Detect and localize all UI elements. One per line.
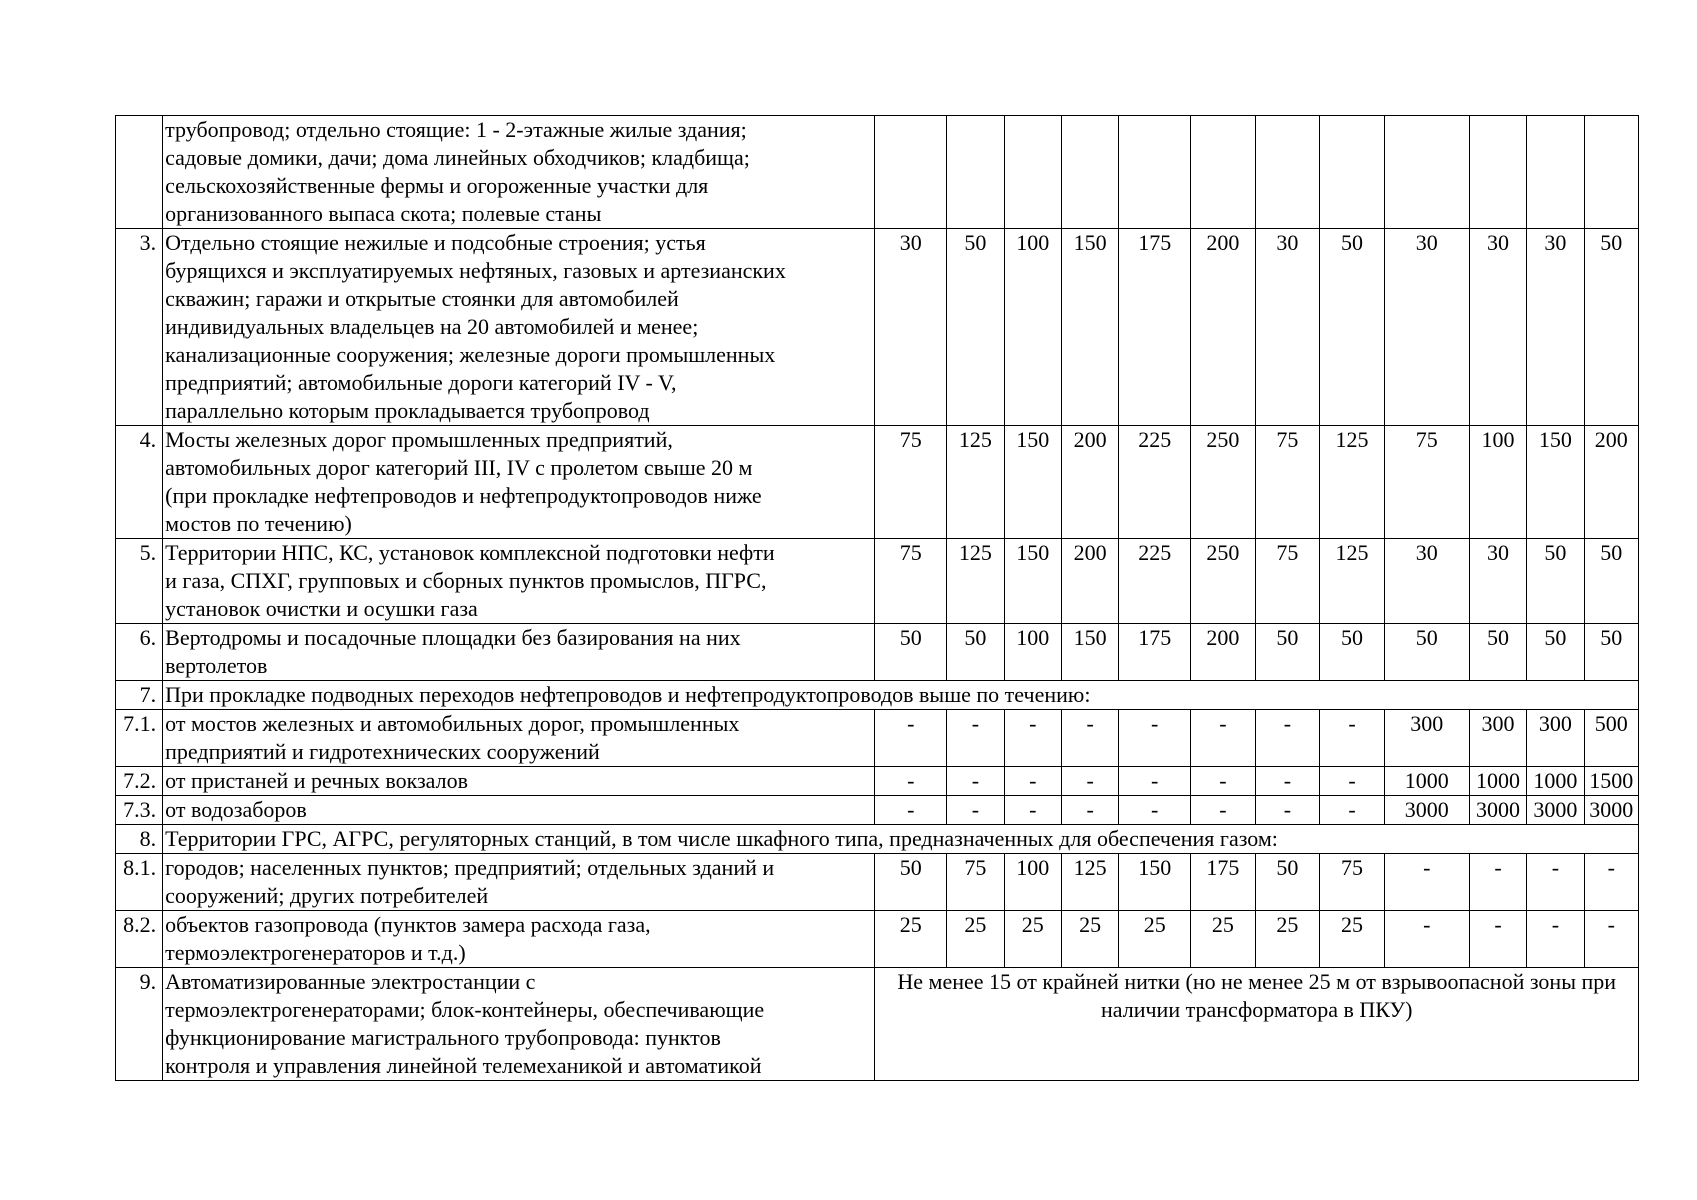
table-row	[116, 539, 1639, 624]
distance-value: 175	[1119, 229, 1191, 426]
distance-value: -	[1191, 796, 1256, 825]
row-number: 7.2.	[116, 767, 163, 796]
table-row	[116, 710, 1639, 767]
object-description	[163, 539, 875, 624]
distance-value: -	[1384, 911, 1469, 968]
distance-value	[875, 116, 947, 229]
description-line: автомобильных дорог категорий III, IV с пролетом свыше 20 м	[165, 455, 753, 480]
distance-value: -	[1320, 710, 1385, 767]
distance-value	[1320, 116, 1385, 229]
section-heading: При прокладке подводных переходов нефтепроводов и нефтепродуктопроводов выше по течению:	[163, 681, 1639, 710]
distance-value: 25	[1061, 911, 1118, 968]
distance-value: 100	[1469, 426, 1526, 539]
table-row	[116, 767, 1639, 796]
distance-value	[1119, 116, 1191, 229]
distance-value: -	[1255, 796, 1320, 825]
distance-value: 50	[1527, 624, 1584, 681]
description-line: контроля и управления линейной телемеханикой и автоматикой	[165, 1053, 762, 1078]
distance-value: 25	[1320, 911, 1385, 968]
object-description	[163, 767, 875, 796]
distance-value: 25	[1004, 911, 1061, 968]
distance-value	[947, 116, 1004, 229]
description-line: организованного выпаса скота; полевые станы	[165, 201, 602, 226]
distance-value: 1500	[1584, 767, 1638, 796]
distance-value: -	[875, 796, 947, 825]
row-number: 8.	[116, 825, 163, 854]
description-line: сельскохозяйственные фермы и огороженные участки для	[165, 173, 709, 198]
description-line: бурящихся и эксплуатируемых нефтяных, газовых и артезианских	[165, 258, 786, 283]
description-line: предприятий; автомобильные дороги категорий IV - V,	[165, 370, 677, 395]
distance-value: 30	[1527, 229, 1584, 426]
distance-value: 50	[1320, 624, 1385, 681]
distance-value: 150	[1004, 539, 1061, 624]
distance-value: -	[1384, 854, 1469, 911]
table-row	[116, 229, 1639, 426]
distance-value: 125	[1061, 854, 1118, 911]
distance-value: 3000	[1469, 796, 1526, 825]
distance-value: 125	[1320, 426, 1385, 539]
description-line: установок очистки и осушки газа	[165, 596, 478, 621]
distance-value	[1469, 116, 1526, 229]
distance-value: -	[1584, 911, 1638, 968]
distance-value: 75	[1255, 426, 1320, 539]
distance-value	[1191, 116, 1256, 229]
object-description	[163, 796, 875, 825]
row-number: 6.	[116, 624, 163, 681]
distance-value: 3000	[1527, 796, 1584, 825]
distance-value: -	[1255, 767, 1320, 796]
description-line: предприятий и гидротехнических сооружений	[165, 739, 600, 764]
description-line: от пристаней и речных вокзалов	[165, 768, 468, 793]
distance-value: 225	[1119, 539, 1191, 624]
distance-value: 50	[1469, 624, 1526, 681]
description-line: Мосты железных дорог промышленных предприятий,	[165, 427, 673, 452]
distance-value: 25	[1191, 911, 1256, 968]
distance-value: -	[1469, 854, 1526, 911]
distance-value: 200	[1061, 539, 1118, 624]
distance-value: 75	[1384, 426, 1469, 539]
distance-value: 250	[1191, 426, 1256, 539]
distance-value: -	[1119, 767, 1191, 796]
object-description	[163, 710, 875, 767]
distance-value: -	[1061, 710, 1118, 767]
description-line: термоэлектрогенераторами; блок-контейнеры, обеспечивающие	[165, 997, 765, 1022]
table-body	[116, 116, 1639, 1081]
distance-value: 50	[947, 624, 1004, 681]
description-line: (при прокладке нефтепроводов и нефтепродуктопроводов ниже	[165, 483, 762, 508]
distance-value: 30	[1469, 229, 1526, 426]
distance-value	[1004, 116, 1061, 229]
distance-value: 100	[1004, 854, 1061, 911]
table-row	[116, 426, 1639, 539]
distance-value: 125	[947, 539, 1004, 624]
row-number: 8.2.	[116, 911, 163, 968]
row-number: 5.	[116, 539, 163, 624]
description-line: канализационные сооружения; железные дороги промышленных	[165, 342, 776, 367]
distance-value: 75	[875, 539, 947, 624]
distance-value: 250	[1191, 539, 1256, 624]
distance-value	[1255, 116, 1320, 229]
table-row	[116, 796, 1639, 825]
distance-value: 30	[1384, 229, 1469, 426]
description-line: скважин; гаражи и открытые стоянки для автомобилей	[165, 286, 679, 311]
distance-value: 25	[947, 911, 1004, 968]
distance-value: 25	[1119, 911, 1191, 968]
distance-value: 30	[1469, 539, 1526, 624]
object-description	[163, 116, 875, 229]
distance-value: 225	[1119, 426, 1191, 539]
distance-value: -	[1119, 710, 1191, 767]
distance-value: -	[1004, 767, 1061, 796]
row-number	[116, 116, 163, 229]
distance-value: 100	[1004, 624, 1061, 681]
object-description	[163, 229, 875, 426]
distance-value: -	[1527, 911, 1584, 968]
object-description	[163, 854, 875, 911]
object-description	[163, 911, 875, 968]
distance-value: 50	[875, 854, 947, 911]
distance-value: 25	[1255, 911, 1320, 968]
row-number: 8.1.	[116, 854, 163, 911]
distance-value: -	[947, 767, 1004, 796]
distance-value: 50	[1384, 624, 1469, 681]
distance-value: 150	[1004, 426, 1061, 539]
description-line: функционирование магистрального трубопровода: пунктов	[165, 1025, 721, 1050]
distance-value: 3000	[1384, 796, 1469, 825]
distance-value: -	[875, 710, 947, 767]
description-line: и газа, СПХГ, групповых и сборных пунктов промыслов, ПГРС,	[165, 568, 767, 593]
description-line: садовые домики, дачи; дома линейных обходчиков; кладбища;	[165, 145, 750, 170]
object-description	[163, 624, 875, 681]
distance-table-container	[115, 115, 1639, 1081]
distance-value	[1584, 116, 1638, 229]
row-number: 9.	[116, 968, 163, 1081]
distance-value: -	[1191, 767, 1256, 796]
distance-value: 300	[1527, 710, 1584, 767]
distance-value: 1000	[1527, 767, 1584, 796]
table-row	[116, 911, 1639, 968]
distance-value: -	[1061, 796, 1118, 825]
distance-value: -	[1004, 710, 1061, 767]
distance-value: -	[947, 710, 1004, 767]
distance-value: 30	[1255, 229, 1320, 426]
distance-value: 30	[1384, 539, 1469, 624]
distance-value	[1527, 116, 1584, 229]
description-line: Территории НПС, КС, установок комплексной подготовки нефти	[165, 540, 775, 565]
description-line: Отдельно стоящие нежилые и подсобные строения; устья	[165, 230, 706, 255]
distance-value: 75	[947, 854, 1004, 911]
distance-value: 3000	[1584, 796, 1638, 825]
table-row	[116, 681, 1639, 710]
distance-value: 150	[1061, 624, 1118, 681]
row-number: 7.	[116, 681, 163, 710]
description-line: индивидуальных владельцев на 20 автомобилей и менее;	[165, 314, 699, 339]
distance-value: 50	[1255, 854, 1320, 911]
table-row	[116, 624, 1639, 681]
distance-value: 75	[1255, 539, 1320, 624]
description-line: объектов газопровода (пунктов замера расхода газа,	[165, 912, 651, 937]
distance-value: -	[1004, 796, 1061, 825]
description-line: вертолетов	[165, 653, 268, 678]
distance-value: 50	[1527, 539, 1584, 624]
table-row	[116, 116, 1639, 229]
distance-value: 25	[875, 911, 947, 968]
distance-value: -	[1119, 796, 1191, 825]
distance-value: 300	[1384, 710, 1469, 767]
distance-value: 50	[1584, 624, 1638, 681]
description-line: городов; населенных пунктов; предприятий; отдельных зданий и	[165, 855, 775, 880]
distance-value: 75	[875, 426, 947, 539]
table-row	[116, 825, 1639, 854]
distance-value: 200	[1584, 426, 1638, 539]
distance-value: -	[1191, 710, 1256, 767]
distance-value: -	[1255, 710, 1320, 767]
distance-value: 50	[1584, 539, 1638, 624]
distance-note: Не менее 15 от крайней нитки (но не менее 25 м от взрывоопасной зоны при наличии трансформатора в ПКУ)	[875, 968, 1639, 1081]
distance-value: -	[1527, 854, 1584, 911]
distance-value: 175	[1191, 854, 1256, 911]
distance-value: 100	[1004, 229, 1061, 426]
description-line: сооружений; других потребителей	[165, 883, 489, 908]
section-heading: Территории ГРС, АГРС, регуляторных станций, в том числе шкафного типа, предназначенных для обеспечения газом:	[163, 825, 1639, 854]
distance-value: 200	[1191, 624, 1256, 681]
distance-value: 50	[1320, 229, 1385, 426]
description-line: Автоматизированные электростанции с	[165, 969, 536, 994]
distance-value: 50	[1584, 229, 1638, 426]
description-line: от мостов железных и автомобильных дорог, промышленных	[165, 711, 740, 736]
distance-value: -	[1584, 854, 1638, 911]
distance-value: 1000	[1469, 767, 1526, 796]
distance-value: 300	[1469, 710, 1526, 767]
distance-table	[115, 115, 1639, 1081]
distance-value: -	[875, 767, 947, 796]
row-number: 7.3.	[116, 796, 163, 825]
object-description	[163, 426, 875, 539]
distance-value: 30	[875, 229, 947, 426]
distance-value	[1384, 116, 1469, 229]
distance-value: 175	[1119, 624, 1191, 681]
distance-value: 150	[1061, 229, 1118, 426]
description-line: Вертодромы и посадочные площадки без базирования на них	[165, 625, 741, 650]
distance-value: 500	[1584, 710, 1638, 767]
distance-value: 150	[1527, 426, 1584, 539]
distance-value	[1061, 116, 1118, 229]
row-number: 7.1.	[116, 710, 163, 767]
distance-value: 200	[1191, 229, 1256, 426]
distance-value: -	[1320, 767, 1385, 796]
table-row	[116, 968, 1639, 1081]
table-row	[116, 854, 1639, 911]
object-description	[163, 968, 875, 1081]
distance-value: -	[1469, 911, 1526, 968]
distance-value: 150	[1119, 854, 1191, 911]
description-line: параллельно которым прокладывается трубопровод	[165, 398, 650, 423]
description-line: трубопровод; отдельно стоящие: 1 - 2-этажные жилые здания;	[165, 117, 747, 142]
description-line: мостов по течению)	[165, 511, 352, 536]
distance-value: 125	[947, 426, 1004, 539]
distance-value: 75	[1320, 854, 1385, 911]
distance-value: 50	[875, 624, 947, 681]
row-number: 3.	[116, 229, 163, 426]
distance-value: 125	[1320, 539, 1385, 624]
row-number: 4.	[116, 426, 163, 539]
description-line: термоэлектрогенераторов и т.д.)	[165, 940, 466, 965]
distance-value: 200	[1061, 426, 1118, 539]
distance-value: -	[1061, 767, 1118, 796]
distance-value: 1000	[1384, 767, 1469, 796]
description-line: от водозаборов	[165, 797, 307, 822]
distance-value: -	[1320, 796, 1385, 825]
distance-value: 50	[947, 229, 1004, 426]
distance-value: -	[947, 796, 1004, 825]
distance-value: 50	[1255, 624, 1320, 681]
